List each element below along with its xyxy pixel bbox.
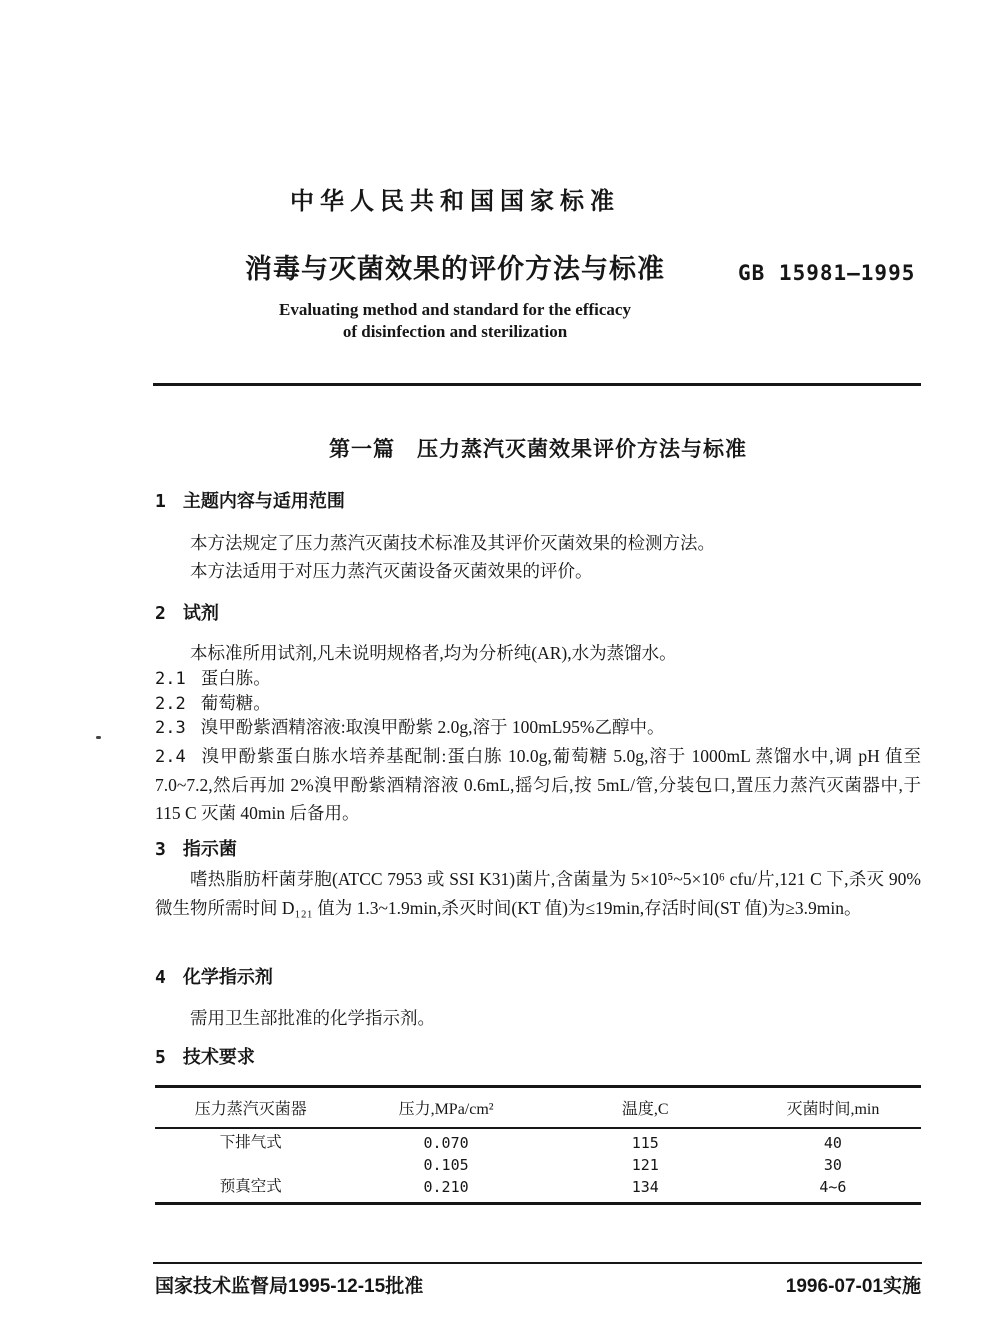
list-item-2-3 [155,713,921,742]
table-cell: 预真空式 [219,1178,282,1195]
column-header-temperature: 温度,C [621,1101,669,1118]
table-cell: 40 [823,1134,842,1152]
item-number: 2.3 [155,718,186,738]
section-number: 1 [155,491,166,512]
table-cell: 121 [631,1156,659,1174]
section-heading-scope [155,487,345,513]
part-title: 第一篇 压力蒸汽灭菌效果评价方法与标准 [329,438,747,461]
paragraph-chemical-indicator: 需用卫生部批准的化学指示剂。 [190,1008,435,1028]
spec-table-body [155,1129,921,1205]
table-cell: 134 [631,1178,659,1196]
spec-table [155,1085,921,1205]
section-number: 3 [155,839,166,860]
standard-number: GB 15981—1995 [738,261,916,285]
section-title: 指示菌 [182,839,237,859]
section-heading-indicator-bacteria [155,835,237,861]
document-title-cn: 消毒与灭菌效果的评价方法与标准 [245,254,665,284]
table-cell: 115 [631,1134,659,1152]
ink-speck [96,736,101,739]
table-cell: 0.210 [423,1178,469,1196]
column-header-pressure: 压力,MPa/cm² [398,1101,494,1118]
document-title-en [155,299,755,343]
item-number: 2.2 [155,694,186,714]
paragraph-indicator-bacteria: 嗜热脂肪杆菌芽胞(ATCC 7953 或 SSI K31)菌片,含菌量为 5×10⁵~5×10⁶ cfu/片,121 C 下,杀灭 90%微生物所需时间 D₁₂₁ 值为 1.3~1.9min,杀灭时间(KT 值)为≤19min,存活时间(ST 值)为≥3.9min。 [155,869,921,918]
table-row [155,1132,921,1154]
table-cell: 0.070 [423,1134,469,1152]
section-title: 化学指示剂 [182,967,273,987]
item-number: 2.1 [155,669,186,689]
section-title: 试剂 [182,603,219,623]
item-text: 蛋白胨。 [200,668,271,688]
section-heading-chemical-indicator [155,963,273,989]
item-text: 溴甲酚紫酒精溶液:取溴甲酚紫 2.0g,溶于 100mL95%乙醇中。 [200,717,665,737]
title-en-line1: Evaluating method and standard for the efficacy [279,300,631,319]
paragraph-reagents-intro: 本标准所用试剂,凡未说明规格者,均为分析纯(AR),水为蒸馏水。 [190,643,677,663]
column-header-time: 灭菌时间,min [786,1101,880,1118]
section-heading-technical-requirements [155,1043,255,1069]
footer-divider [153,1262,922,1264]
standard-category-label: 中华人民共和国国家标准 [290,188,620,215]
table-row [155,1154,921,1176]
table-row [155,1176,921,1198]
item-text: 溴甲酚紫蛋白胨水培养基配制:蛋白胨 10.0g,葡萄糖 5.0g,溶于 1000mL 蒸馏水中,调 pH 值至 7.0~7.2,然后再加 2%溴甲酚紫酒精溶液 0.6mL,摇匀后,按 5mL/管,分装包口,置压力蒸汽灭菌器中,于 115 C 灭菌 40min 后备用。 [155,746,921,823]
table-cell [155,1154,347,1176]
section-number: 2 [155,603,166,624]
footer-approval-text: 国家技术监督局1995-12-15批准 [155,1276,424,1297]
table-cell: 4~6 [819,1178,847,1196]
list-item-2-4 [155,742,921,827]
table-cell: 下排气式 [219,1134,282,1151]
footer-implementation-text: 1996-07-01实施 [785,1276,921,1297]
paragraph-scope-1: 本方法规定了压力蒸汽灭菌技术标准及其评价灭菌效果的检测方法。 [190,533,715,553]
item-text: 葡萄糖。 [200,693,271,713]
item-number: 2.4 [155,747,186,767]
table-cell: 30 [823,1156,842,1174]
spec-table-header-row [155,1088,921,1129]
table-cell: 0.105 [423,1156,469,1174]
title-en-line2: of disinfection and sterilization [342,322,568,341]
section-title: 技术要求 [182,1047,255,1067]
paragraph-scope-2: 本方法适用于对压力蒸汽灭菌设备灭菌效果的评价。 [190,561,593,581]
header-divider [153,383,921,386]
section-number: 5 [155,1047,166,1068]
column-header-sterilizer: 压力蒸汽灭菌器 [194,1101,307,1118]
section-number: 4 [155,967,166,988]
section-heading-reagents [155,599,219,625]
section-title: 主题内容与适用范围 [182,491,345,511]
